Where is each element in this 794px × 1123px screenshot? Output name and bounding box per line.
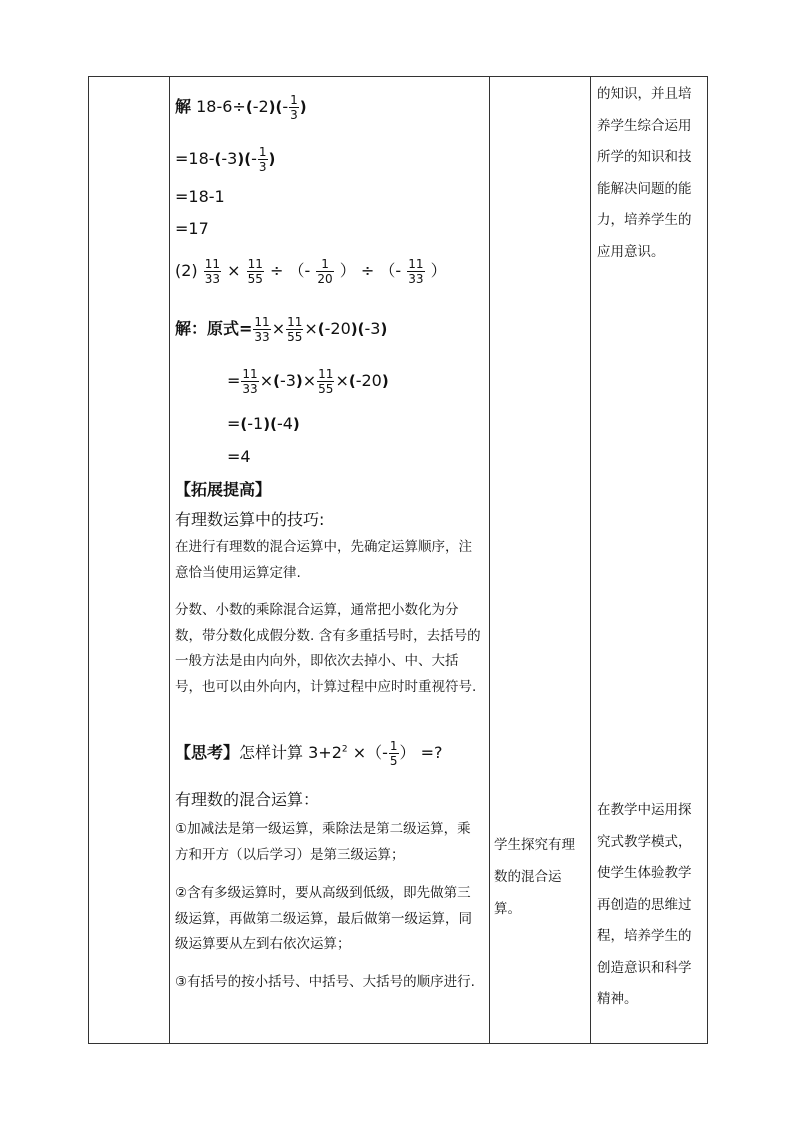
solution-label: 解 xyxy=(175,97,192,116)
fraction: $\frac{1}{3}$ xyxy=(258,145,267,174)
student-activity-text: 学生探究有理数的混合运算。 xyxy=(494,837,575,917)
mixed-title: 有理数的混合运算： xyxy=(175,790,320,809)
fraction: $\frac{11}{33}$ xyxy=(204,257,221,286)
think-label: 【思考】 xyxy=(175,743,240,762)
think-text: 怎样计算 3+2 xyxy=(239,743,342,762)
fraction: $\frac{11}{33}$ xyxy=(254,315,270,344)
tips-title: 有理数运算中的技巧: xyxy=(175,510,325,529)
expr-value: -20 xyxy=(355,371,382,390)
expr-value: -4 xyxy=(276,414,293,433)
expr-value: -3 xyxy=(364,319,381,338)
fraction: $\frac{11}{55}$ xyxy=(287,315,303,344)
expr-sign: - xyxy=(251,149,257,168)
rule-2: ②含有多级运算时，要从高级到低级，即先做第三级运算，再做第二级运算，最后做第一级运算，同级运算要从左到右依次运算； xyxy=(175,885,472,952)
operator: × xyxy=(227,261,241,280)
solution-1-line: 解 18-6÷(-2)(- $\frac{1}{3}$ ) xyxy=(175,93,307,122)
question-label: (2) xyxy=(175,261,198,280)
fraction: $\frac{11}{33}$ xyxy=(408,257,424,286)
solution-1-step-1: =18-(-3)(- $\frac{1}{3}$ ) xyxy=(175,145,276,174)
operator: ÷ （- xyxy=(270,261,311,280)
fraction: $\frac{11}{55}$ xyxy=(247,257,263,286)
expr-value: -1 xyxy=(247,414,264,433)
operator: ） ÷ （- xyxy=(339,261,402,280)
solution-label: 解：原式= xyxy=(175,319,253,338)
solution-2-step-2: =(-1)(-4) xyxy=(227,414,300,433)
expr-sign: - xyxy=(282,97,289,116)
design-intent-bottom: 在教学中运用探究式教学模式，使学生体验教学再创造的思维过程，培养学生的创造意识和科学精神。 xyxy=(597,802,692,1007)
think-line xyxy=(175,739,443,768)
fraction: $\frac{11}{55}$ xyxy=(318,367,334,396)
expr-value: -2 xyxy=(252,97,269,116)
design-intent-top: 的知识，并且培养学生综合运用所学的知识和技能解决问题的能力，培养学生的应用意识。 xyxy=(597,86,692,260)
tips-paragraph-2: 分数、小数的乘除混合运算，通常把小数化为分数，带分数化成假分数. 含有多重括号时，去括号的一般方法是由内向外，即依次去掉小、中、大括号，也可以由外向内，计算过程中应时时重视符号. xyxy=(175,602,481,695)
solution-2-step-3: =4 xyxy=(227,447,251,466)
expr-value: -3 xyxy=(279,371,296,390)
think-text: ） =? xyxy=(399,743,443,762)
question-2-line xyxy=(175,257,447,286)
column-divider xyxy=(169,77,170,1043)
exponent: 2 xyxy=(341,744,348,755)
think-text: ×（- xyxy=(347,743,388,762)
solution-1-step-3: =17 xyxy=(175,219,209,238)
fraction: $\frac{1}{20}$ xyxy=(317,257,333,286)
tips-paragraph-1: 在进行有理数的混合运算中，先确定运算顺序，注意恰当使用运算定律. xyxy=(175,539,472,581)
fraction: $\frac{1}{3}$ xyxy=(290,93,298,122)
heading-extend: 【拓展提高】 xyxy=(175,480,272,499)
expr-value: -20 xyxy=(324,319,351,338)
lesson-table xyxy=(88,76,708,1044)
expr-text: =18- xyxy=(175,149,215,168)
fraction: $\frac{11}{33}$ xyxy=(242,367,258,396)
solution-1-step-2: =18-1 xyxy=(175,187,225,206)
solution-2-line: 解：原式= $\frac{11}{33}$ × $\frac{11}{55}$ ×(-20)(-3) xyxy=(175,315,388,344)
expr-text: 18-6÷ xyxy=(196,97,246,116)
rule-3: ③有括号的按小括号、中括号、大括号的顺序进行. xyxy=(175,974,475,990)
operator: ） xyxy=(430,261,447,280)
rule-1: ①加减法是第一级运算，乘除法是第二级运算，乘方和开方（以后学习）是第三级运算； xyxy=(175,821,471,863)
expr-value: -3 xyxy=(221,149,238,168)
solution-2-step-1: = $\frac{11}{33}$ ×(-3)× $\frac{11}{55}$ ×(-20) xyxy=(227,367,389,396)
fraction: $\frac{1}{5}$ xyxy=(389,739,398,768)
